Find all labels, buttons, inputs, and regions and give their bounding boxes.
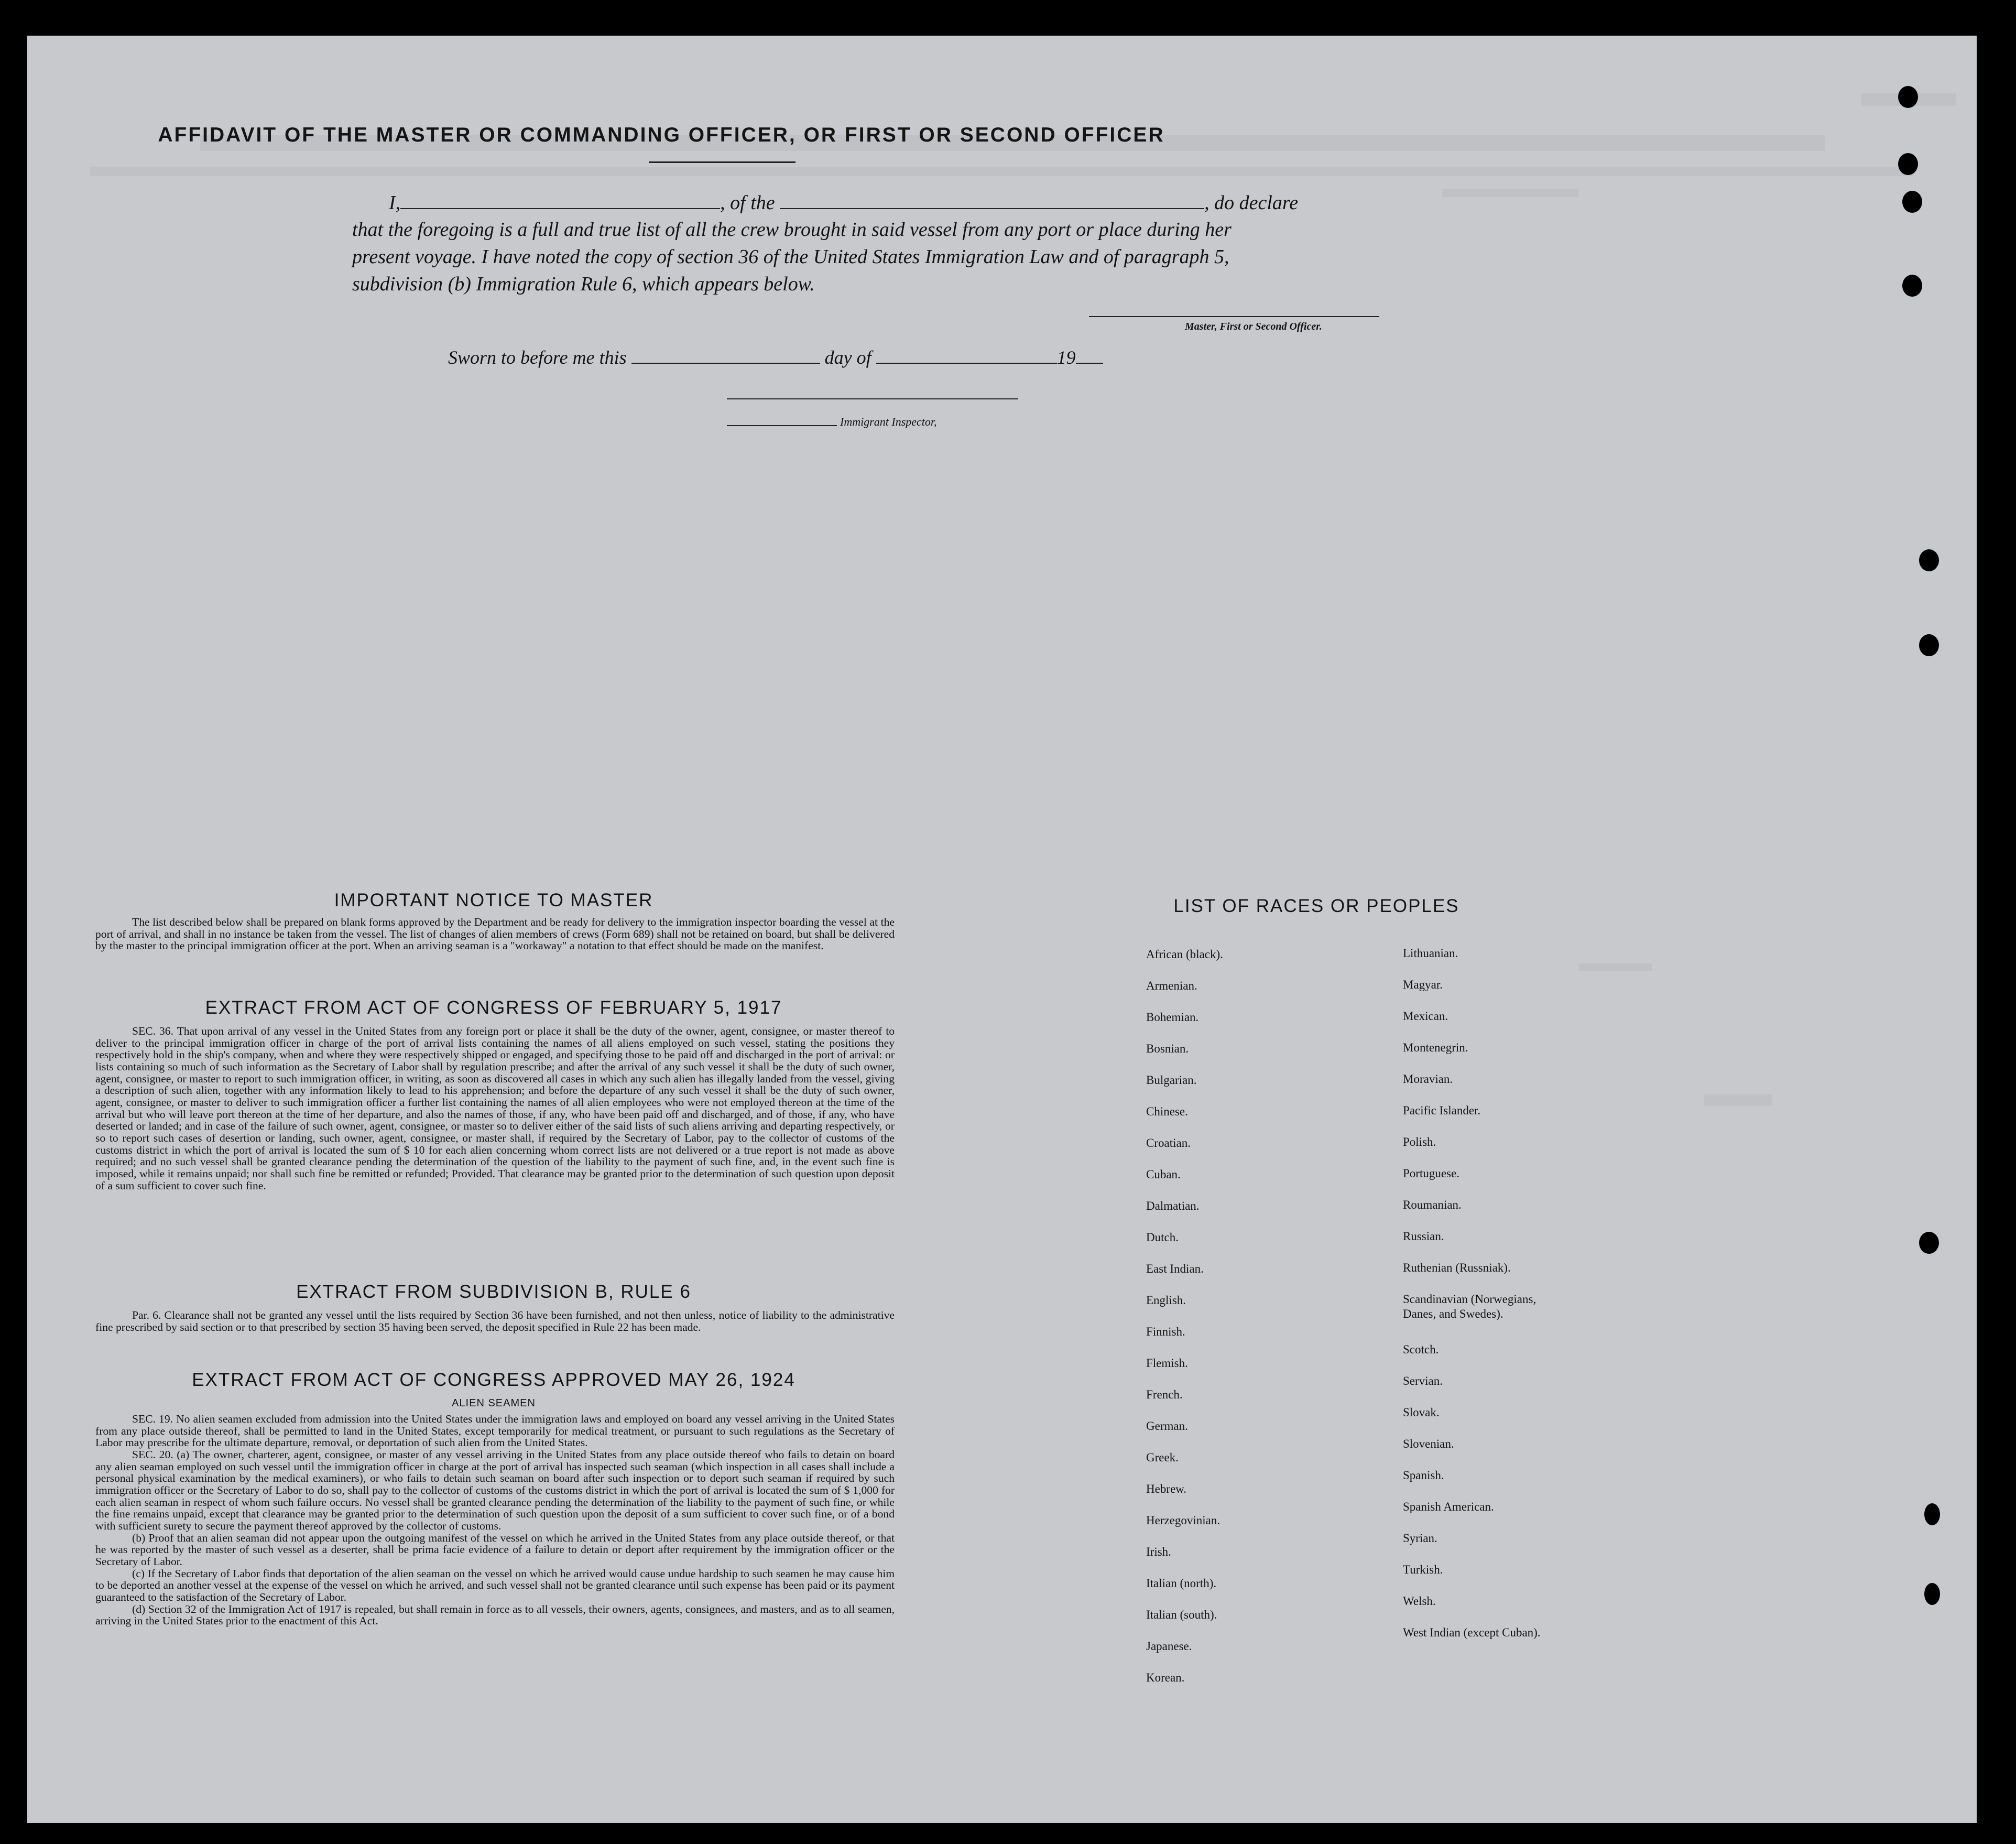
races-title: LIST OF RACES OR PEOPLES (1173, 896, 1459, 916)
extract-1917-title: EXTRACT FROM ACT OF CONGRESS OF FEBRUARY 5, 1917 (205, 997, 782, 1018)
race-item: West Indian (except Cuban). (1403, 1626, 1541, 1639)
race-item: Bosnian. (1146, 1042, 1189, 1055)
race-item: Moravian. (1403, 1072, 1453, 1086)
race-item: Greek. (1146, 1451, 1179, 1464)
vessel-name-field[interactable] (780, 190, 1204, 209)
notice-title: IMPORTANT NOTICE TO MASTER (334, 890, 653, 910)
inspector-signature-lead (727, 425, 837, 426)
sworn-year-field[interactable] (1076, 345, 1103, 364)
bleed-through-mark (1704, 1094, 1772, 1106)
race-item: East Indian. (1146, 1262, 1204, 1275)
race-item: Scotch. (1403, 1343, 1439, 1356)
master-signature-label: Master, First or Second Officer. (1185, 321, 1322, 332)
bleed-through-mark (1442, 189, 1578, 197)
sworn-year-prefix: 19 (1056, 347, 1076, 368)
inspector-label: Immigrant Inspector, (840, 415, 937, 428)
race-item: Russian. (1403, 1230, 1444, 1243)
declaration-of-the: , of the (720, 192, 775, 214)
races-right-column (1403, 947, 1541, 1657)
race-item: Magyar. (1403, 978, 1443, 991)
binder-hole (1919, 634, 1939, 656)
race-item: German. (1146, 1419, 1188, 1433)
alien-seamen-subtitle: ALIEN SEAMEN (452, 1397, 536, 1409)
sworn-day-of: day of (824, 347, 871, 368)
race-item: Chinese. (1146, 1105, 1188, 1118)
race-item: Polish. (1403, 1135, 1436, 1148)
race-item: Servian. (1403, 1374, 1443, 1387)
sworn-line (448, 345, 1103, 368)
notice-body: The list described below shall be prepared on blank forms approved by the Department and be ready for delivery to the immigration inspector boarding the vessel at the port of arrival, and shall in no instance be taken from the vessel. The list of changes of alien members of crews (Form 689) shall not be retained on board, but shall be delivered by the master to the principal immigration officer at the port. When an arriving seaman is a "workaway" a notation to that effect should be made on the manifest. (95, 916, 895, 952)
inspector-signature-field[interactable] (727, 398, 1018, 399)
race-item: Japanese. (1146, 1640, 1192, 1653)
form-page (27, 36, 1977, 1823)
declaration-do-declare: , do declare (1204, 192, 1299, 214)
race-item: Montenegrin. (1403, 1041, 1468, 1054)
title-underline (649, 161, 795, 163)
race-item: Ruthenian (Russniak). (1403, 1261, 1511, 1274)
race-item: Spanish. (1403, 1469, 1444, 1482)
extract-1924-title: EXTRACT FROM ACT OF CONGRESS APPROVED MAY 26, 1924 (192, 1370, 795, 1390)
race-item: Slovak. (1403, 1406, 1440, 1419)
race-item: Portuguese. (1403, 1167, 1459, 1180)
race-item: Slovenian. (1403, 1437, 1454, 1450)
races-left-column (1146, 948, 1223, 1702)
sec-19-text: SEC. 19. No alien seamen excluded from admission into the United States under the immigration laws and employed on board any vessel arriving in the United States from any place outside thereof, shall be permitted to land in the United States, except temporarily for medical treatment, or pursuant to such regulations as the Secretary of Labor may prescribe for the ultimate departure, removal, or deportation of such alien from the United States. (95, 1413, 895, 1449)
race-item: Dutch. (1146, 1231, 1179, 1244)
race-item: Roumanian. (1403, 1198, 1462, 1211)
race-item: Scandinavian (Norwegians, (1403, 1293, 1536, 1306)
declaration-line-1 (389, 190, 1298, 214)
race-item: Turkish. (1403, 1563, 1443, 1576)
sworn-before-me: Sworn to before me this (448, 347, 627, 368)
race-item: Italian (south). (1146, 1608, 1217, 1621)
binder-hole (1919, 1232, 1939, 1254)
bleed-through-mark (90, 167, 1914, 176)
race-item: Danes, and Swedes). (1403, 1307, 1503, 1320)
declaration-i: I, (389, 192, 401, 214)
sec-20b-text: (b) Proof that an alien seaman did not appear upon the outgoing manifest of the vessel on which he arrived in the United States from any place outside thereof, or that he was reported by the master of such vessel as a deserter, shall be prima facie evidence of a failure to detain or deport after requirement by the immigration officer or the Secretary of Labor. (95, 1531, 895, 1568)
race-item: Bohemian. (1146, 1011, 1199, 1024)
sec-20d-text: (d) Section 32 of the Immigration Act of 1917 is repealed, but shall remain in force as to all vessels, their owners, agents, consignees, and masters, and as to all seamen, arriving in the United States prior to the enactment of this Act. (95, 1602, 895, 1628)
binder-hole (1924, 1583, 1940, 1605)
race-item: Flemish. (1146, 1357, 1188, 1370)
sworn-month-field[interactable] (876, 345, 1057, 364)
binder-hole (1898, 153, 1918, 175)
declaration-line-2: that the foregoing is a full and true list of all the crew brought in said vessel from any port or place during her (352, 219, 1232, 241)
declaration-line-3: present voyage. I have noted the copy of section 36 of the United States Immigration Law and of paragraph 5, (352, 246, 1229, 268)
race-item: French. (1146, 1388, 1183, 1401)
race-item: African (black). (1146, 948, 1223, 961)
race-item: Cuban. (1146, 1168, 1181, 1181)
race-item: Mexican. (1403, 1010, 1448, 1023)
race-item: Dalmatian. (1146, 1199, 1200, 1212)
race-item: Croatian. (1146, 1136, 1191, 1149)
race-item: Lithuanian. (1403, 947, 1458, 960)
race-item: Pacific Islander. (1403, 1104, 1481, 1117)
bleed-through-mark (1578, 963, 1652, 971)
race-item: Hebrew. (1146, 1482, 1187, 1495)
binder-hole (1919, 549, 1939, 571)
race-item: Italian (north). (1146, 1577, 1217, 1590)
extract-rule6-body: Par. 6. Clearance shall not be granted any vessel until the lists required by Section 36 have been furnished, and not then unless, notice of liability to the administrative fine prescribed by said section or to that prescribed by section 35 having been served, the deposit specified in Rule 22 has been made. (95, 1309, 895, 1333)
race-item: Armenian. (1146, 979, 1197, 992)
declaration-line-4: subdivision (b) Immigration Rule 6, which appears below. (352, 273, 815, 295)
race-item: Syrian. (1403, 1532, 1437, 1545)
race-item: Irish. (1146, 1545, 1171, 1558)
binder-hole (1902, 191, 1922, 213)
race-item: Welsh. (1403, 1594, 1436, 1608)
binder-hole (1898, 86, 1918, 108)
extract-1924-body (27, 1413, 895, 1628)
master-signature-field[interactable] (1089, 316, 1379, 317)
extract-rule6-title: EXTRACT FROM SUBDIVISION B, RULE 6 (296, 1282, 691, 1302)
affidavit-title: AFFIDAVIT OF THE MASTER OR COMMANDING OFFICER, OR FIRST OR SECOND OFFICER (158, 124, 1165, 146)
extract-1917-body: SEC. 36. That upon arrival of any vessel in the United States from any foreign port or place it shall be the duty of the owner, agent, consignee, or master thereof to deliver to the principal immigration officer in charge of the port of arrival lists containing the names of all aliens employed on such vessel, stating the positions they respectively hold in the ship's company, when and where they were respectively shipped or engaged, and specifying those to be paid off and discharged in the port of arrival: or lists containing so much of such information as the Secretary of Labor shall by regulation prescribe; and after the arrival of any such vessel it shall be the duty of such owner, agent, consignee, or master to report to such immigration officer, in writing, as soon as discovered all cases in which any such alien has illegally landed from the vessel, giving a description of such alien, together with any information likely to lead to his apprehension; and before the departure of any such vessel it shall be the duty of such owner, agent, consignee, or master to deliver to such immigration officer a further list containing the names of all alien employees who were not employed thereon at the time of the arrival but who will leave port thereon at the time of her departure, and also the names of those, if any, who have been paid off and discharged, and of those, if any, who have deserted or landed; and in case of the failure of such owner, agent, consignee, or master so to deliver either of the said lists of such aliens arriving and departing respectively, or so to report such cases of desertion or landing, such owner, agent, consignee, or master shall, if required by the Secretary of Labor, pay to the collector of customs of the customs district in which the port of arrival is located the sum of $ 10 for each alien concerning whom correct lists are not delivered or a true report is not made as above required; and no such vessel shall be granted clearance pending the determination of the question of the liability to the payment of such fine, and, in the event such fine is imposed, while it remains unpaid; nor shall such fine be remitted or refunded; Provided. That clearance may be granted prior to the determination of such question upon deposit of a sum sufficient to cover such fine. (95, 1025, 895, 1192)
race-item: Finnish. (1146, 1325, 1185, 1338)
race-item: Bulgarian. (1146, 1073, 1197, 1087)
race-item: English. (1146, 1294, 1186, 1307)
sec-20a-text: SEC. 20. (a) The owner, charterer, agent, consignee, or master of any vessel arriving in the United States from any place outside thereof who fails to detain on board any alien seaman employed on such vessel until the immigration officer in charge at the port of arrival has inspected such seaman (which inspection in all cases shall include a personal physical examination by the medical examiners), or who fails to detain such seaman on board after such inspection or to deport such seaman if required by such immigration officer or the Secretary of Labor to do so, shall pay to the collector of customs of the customs district in which the port of arrival is located the sum of $ 1,000 for each alien seaman in respect of whom such failure occurs. No vessel shall be granted clearance pending the determination of the liability to the payment of such fine, or while the fine remains unpaid, except that clearance may be granted prior to the determination of such question upon the deposit of a sum sufficient to cover such fine, or of a bond with sufficient surety to secure the payment thereof approved by the collector of customs. (95, 1448, 895, 1533)
binder-hole (1902, 275, 1922, 297)
sworn-day-field[interactable] (631, 345, 820, 364)
sec-20c-text: (c) If the Secretary of Labor finds that deportation of the alien seaman on the vessel on which he arrived would cause undue hardship to such seamen he may cause him to be deported an another vessel at the expense of the vessel on which he arrived, and such vessel shall not be granted clearance until such expense has been paid or its payment guaranteed to the satisfaction of the Secretary of Labor. (95, 1567, 895, 1604)
race-item: Korean. (1146, 1671, 1185, 1684)
binder-hole (1924, 1503, 1940, 1525)
race-item: Herzegovinian. (1146, 1514, 1221, 1527)
officer-name-field[interactable] (400, 190, 720, 209)
race-item: Spanish American. (1403, 1500, 1494, 1513)
